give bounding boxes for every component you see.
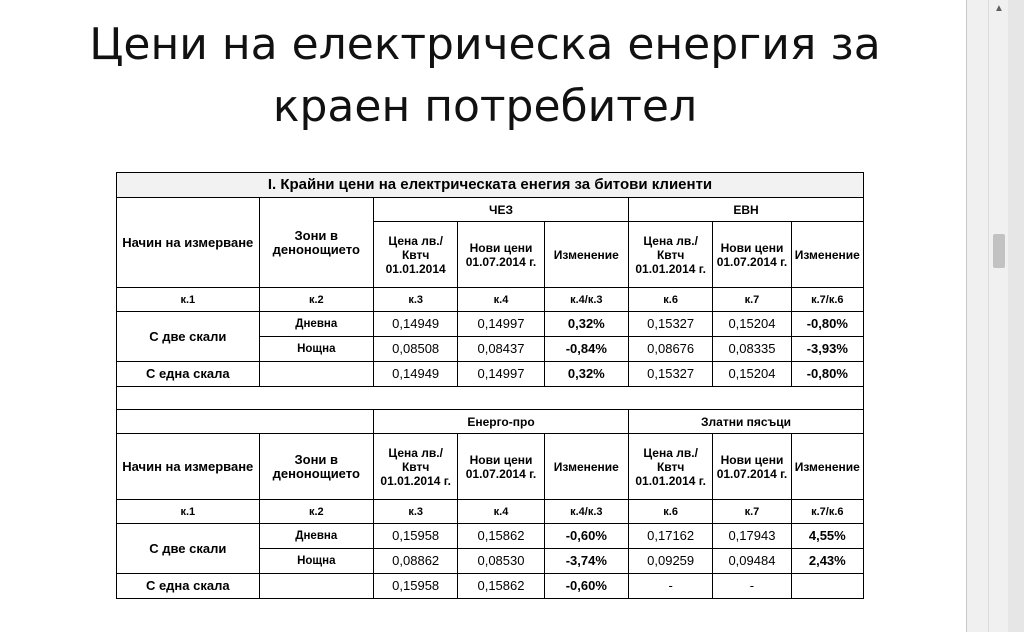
vertical-scrollbar[interactable]: [988, 0, 1009, 632]
block1-company-row: [117, 198, 864, 222]
table-row: [117, 574, 864, 599]
table-row: [117, 362, 864, 387]
k-label: к.1: [117, 500, 260, 524]
empty-cell: [259, 574, 373, 599]
k-label: к.7: [713, 500, 791, 524]
value-cell: 0,09484: [713, 549, 791, 574]
block2-company-row: [117, 410, 864, 434]
value-cell: 0,08437: [458, 337, 544, 362]
change-cell: -0,80%: [791, 312, 863, 337]
value-cell: 0,14949: [374, 362, 458, 387]
sub-change: Изменение: [791, 434, 863, 500]
change-cell: -3,74%: [544, 549, 628, 574]
block2-k-row: [117, 500, 864, 524]
change-cell: [791, 574, 863, 599]
page-gutter: [967, 0, 988, 632]
col-zones-header: Зони в денонощието: [259, 434, 373, 500]
change-cell: -3,93%: [791, 337, 863, 362]
value-cell: 0,08335: [713, 337, 791, 362]
value-cell: 0,15958: [374, 524, 458, 549]
sub-price-old: Цена лв./Квтч 01.01.2014: [374, 222, 458, 288]
table-row: [117, 312, 864, 337]
col-method-header: Начин на измерване: [117, 198, 260, 288]
empty-cell: [259, 362, 373, 387]
block2-blank-header: [117, 410, 374, 434]
scroll-up-icon[interactable]: ▲: [994, 3, 1004, 14]
company-zlatni-pyasatsi: Златни пясъци: [628, 410, 863, 434]
value-cell: 0,15204: [713, 362, 791, 387]
window-edge: [1008, 0, 1024, 632]
value-cell: -: [628, 574, 712, 599]
value-cell: 0,17943: [713, 524, 791, 549]
zone-night: Нощна: [259, 337, 373, 362]
col-method-header: Начин на измерване: [117, 434, 260, 500]
k-label: к.7/к.6: [791, 500, 863, 524]
two-scales-label: С две скали: [117, 312, 260, 362]
block1-k-row: [117, 288, 864, 312]
company-cez: ЧЕЗ: [374, 198, 629, 222]
price-table: [116, 172, 864, 599]
sub-price-new: Нови цени 01.07.2014 г.: [458, 222, 544, 288]
scroll-thumb[interactable]: [993, 234, 1005, 268]
value-cell: 0,09259: [628, 549, 712, 574]
value-cell: 0,15862: [458, 574, 544, 599]
change-cell: -0,60%: [544, 574, 628, 599]
k-label: к.3: [374, 288, 458, 312]
value-cell: 0,08862: [374, 549, 458, 574]
value-cell: 0,15327: [628, 312, 712, 337]
value-cell: 0,14997: [458, 312, 544, 337]
value-cell: 0,15327: [628, 362, 712, 387]
change-cell: 0,32%: [544, 312, 628, 337]
k-label: к.6: [628, 288, 712, 312]
k-label: к.1: [117, 288, 260, 312]
zone-day: Дневна: [259, 312, 373, 337]
value-cell: 0,08508: [374, 337, 458, 362]
k-label: к.6: [628, 500, 712, 524]
k-label: к.7: [713, 288, 791, 312]
change-cell: -0,84%: [544, 337, 628, 362]
sub-price-new: Нови цени 01.07.2014 г.: [713, 222, 791, 288]
zone-day: Дневна: [259, 524, 373, 549]
value-cell: -: [713, 574, 791, 599]
sub-change: Изменение: [544, 222, 628, 288]
title-line-2: краен потребител: [272, 81, 698, 132]
k-label: к.3: [374, 500, 458, 524]
change-cell: -0,80%: [791, 362, 863, 387]
value-cell: 0,08676: [628, 337, 712, 362]
change-cell: 4,55%: [791, 524, 863, 549]
k-label: к.7/к.6: [791, 288, 863, 312]
value-cell: 0,15862: [458, 524, 544, 549]
company-energo-pro: Енерго-про: [374, 410, 629, 434]
k-label: к.4: [458, 288, 544, 312]
company-evn: ЕВН: [628, 198, 863, 222]
sub-price-new: Нови цени 01.07.2014 г.: [713, 434, 791, 500]
k-label: к.4/к.3: [544, 288, 628, 312]
change-cell: -0,60%: [544, 524, 628, 549]
sub-price-old: Цена лв./Квтч 01.01.2014 г.: [628, 222, 712, 288]
slide-title: [40, 14, 930, 138]
spacer-cell: [117, 387, 864, 410]
value-cell: 0,15958: [374, 574, 458, 599]
block2-subheader-row: [117, 434, 864, 500]
one-scale-label: С една скала: [117, 362, 260, 387]
change-cell: 2,43%: [791, 549, 863, 574]
table-banner: I. Крайни цени на електрическата енегия за битови клиенти: [117, 173, 864, 198]
k-label: к.2: [259, 288, 373, 312]
two-scales-label: С две скали: [117, 524, 260, 574]
spacer-row: [117, 387, 864, 410]
value-cell: 0,17162: [628, 524, 712, 549]
title-line-1: Цени на електрическа енергия за: [89, 19, 881, 70]
value-cell: 0,14949: [374, 312, 458, 337]
value-cell: 0,15204: [713, 312, 791, 337]
col-zones-header: Зони в денонощието: [259, 198, 373, 288]
value-cell: 0,14997: [458, 362, 544, 387]
zone-night: Нощна: [259, 549, 373, 574]
table-banner-row: [117, 173, 864, 198]
sub-price-new: Нови цени 01.07.2014 г.: [458, 434, 544, 500]
one-scale-label: С една скала: [117, 574, 260, 599]
table-row: [117, 524, 864, 549]
sub-change: Изменение: [544, 434, 628, 500]
value-cell: 0,08530: [458, 549, 544, 574]
sub-price-old: Цена лв./Квтч 01.01.2014 г.: [374, 434, 458, 500]
k-label: к.4: [458, 500, 544, 524]
sub-change: Изменение: [791, 222, 863, 288]
k-label: к.2: [259, 500, 373, 524]
change-cell: 0,32%: [544, 362, 628, 387]
k-label: к.4/к.3: [544, 500, 628, 524]
sub-price-old: Цена лв./Квтч 01.01.2014 г.: [628, 434, 712, 500]
